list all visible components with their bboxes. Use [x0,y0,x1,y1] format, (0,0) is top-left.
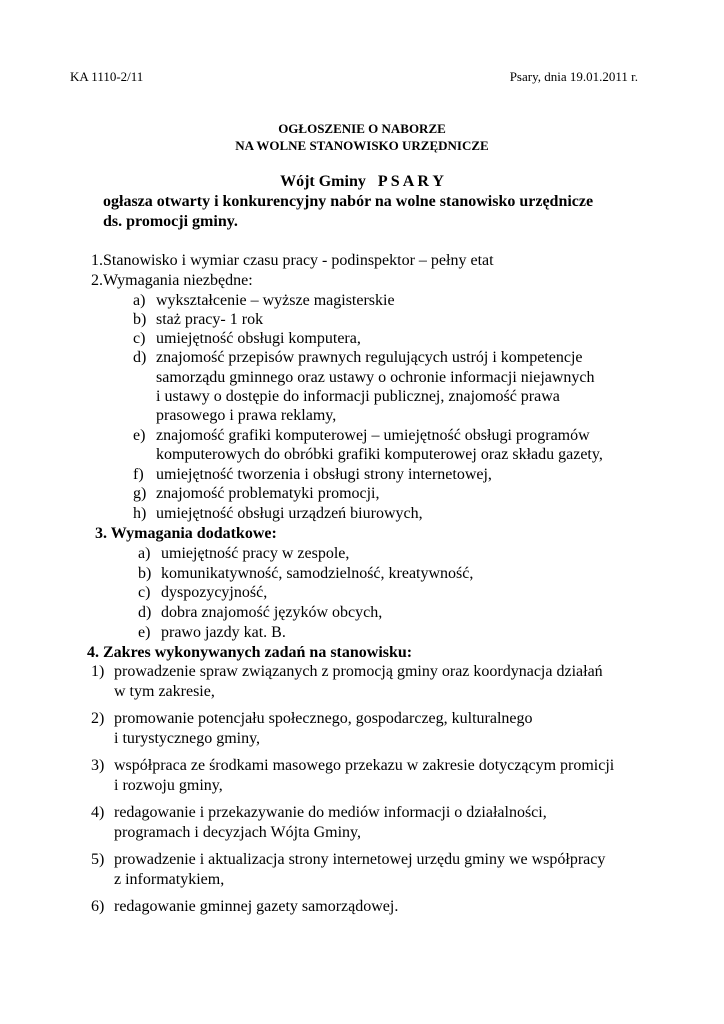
issuer-heading: Wójt Gminy P S A R Y [280,173,444,190]
list-item-text: współpraca ze środkami masowego przekazu w zakresie dotyczącym promicji [114,757,615,774]
list-item-text: znajomość problematyki promocji, [156,485,380,502]
section-4-title: 4. Zakres wykonywanych zadań na stanowisku: [87,644,413,661]
list-marker: d) [138,604,152,621]
list-item-text: dyspozycyjność, [161,584,268,601]
list-item-text: prowadzenie i aktualizacja strony internetowej urzędu gminy we współpracy [114,851,606,868]
list-marker: 4) [91,804,105,821]
list-marker: 5) [91,851,105,868]
list-marker: a) [133,292,146,309]
notice-title-line2: NA WOLNE STANOWISKO URZĘDNICZE [235,138,489,153]
notice-title-line1: OGŁOSZENIE O NABORZE [278,121,446,136]
list-item-text: w tym zakresie, [114,683,215,700]
list-marker: h) [133,505,147,522]
section-2-title: 2.Wymagania niezbędne: [91,272,253,289]
list-item-text: dobra znajomość języków obcych, [161,604,383,621]
list-item-text: umiejętność obsługi komputera, [156,330,361,347]
list-marker: 2) [91,710,105,727]
list-marker: f) [133,466,144,483]
list-marker: d) [133,349,147,366]
list-marker: g) [133,485,147,502]
list-item-text: umiejętność obsługi urządzeń biurowych, [156,505,423,522]
intro-line-2: ds. promocji gminy. [103,213,238,230]
list-item-text: znajomość przepisów prawnych regulujących ustrój i kompetencje [156,349,583,366]
list-item-text: samorządu gminnego oraz ustawy o ochronie informacji niejawnych [156,369,595,386]
section-3-title: 3. Wymagania dodatkowe: [95,525,277,542]
list-item-text: komunikatywność, samodzielność, kreatywność, [161,565,474,582]
list-item-text: i ustawy o dostępie do informacji publicznej, znajomość prawa [156,388,560,405]
list-item-text: znajomość grafiki komputerowej – umiejętność obsługi programów [156,427,590,444]
list-item-text: z informatykiem, [114,871,225,888]
list-item-text: komputerowych do obróbki grafiki komputerowej oraz składu gazety, [156,446,603,463]
list-marker: 6) [91,898,105,915]
list-item-text: prowadzenie spraw związanych z promocją gminy oraz koordynacja działań [114,663,603,680]
list-marker: a) [138,545,151,562]
place-and-date: Psary, dnia 19.01.2011 r. [509,69,638,84]
list-marker: e) [133,427,146,444]
list-item-text: promowanie potencjału społecznego, gospodarczeg, kulturalnego [114,710,533,727]
list-item-text: redagowanie i przekazywanie do mediów informacji o działalności, [114,804,547,821]
list-marker: e) [138,624,151,641]
list-item-text: i turystycznego gminy, [114,730,261,747]
document-reference: KA 1110-2/11 [70,69,144,84]
list-item-text: prasowego i prawa reklamy, [156,407,337,424]
list-item-text: prawo jazdy kat. B. [161,624,286,641]
list-item-text: umiejętność pracy w zespole, [161,545,350,562]
list-item-text: staż pracy- 1 rok [156,311,264,328]
list-marker: c) [138,584,151,601]
list-item-text: i rozwoju gminy, [114,777,223,794]
list-marker: c) [133,330,146,347]
list-item-text: umiejętność tworzenia i obsługi strony internetowej, [156,466,492,483]
list-item-text: wykształcenie – wyższe magisterskie [156,292,395,309]
list-item-text: programach i decyzjach Wójta Gminy, [114,824,362,841]
list-marker: 3) [91,757,105,774]
list-item-text: redagowanie gminnej gazety samorządowej. [114,898,399,915]
section-1-position: 1.Stanowisko i wymiar czasu pracy - podinspektor – pełny etat [91,252,494,269]
intro-line-1: ogłasza otwarty i konkurencyjny nabór na wolne stanowisko urzędnicze [103,193,594,210]
list-marker: b) [138,565,152,582]
list-marker: 1) [91,663,105,680]
list-marker: b) [133,311,147,328]
